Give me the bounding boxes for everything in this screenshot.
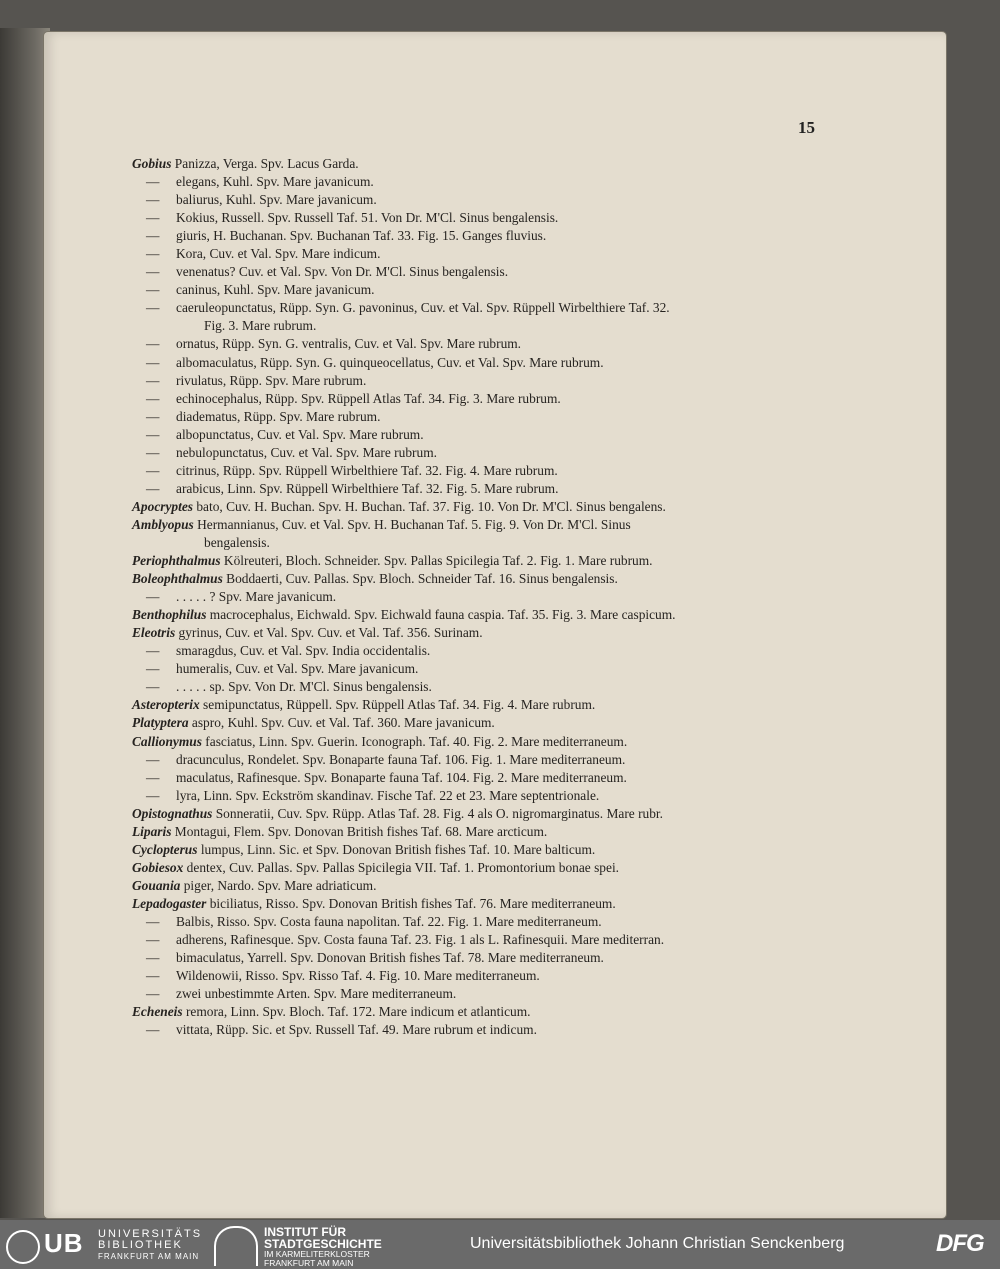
- entry-text: ornatus, Rüpp. Syn. G. ventralis, Cuv. et Val. Spv. Mare rubrum.: [176, 336, 522, 352]
- entry-text: gyrinus, Cuv. et Val. Spv. Cuv. et Val. Taf. 356. Surinam.: [175, 625, 483, 641]
- entry-line: [132, 444, 832, 462]
- entry-text: biciliatus, Risso. Spv. Donovan British fishes Taf. 76. Mare mediterraneum.: [206, 895, 616, 911]
- entry-line: [132, 696, 832, 714]
- entry-text: Balbis, Risso. Spv. Costa fauna napolitan. Taf. 22. Fig. 1. Mare mediterraneum.: [176, 913, 602, 929]
- genus-name: Gouania: [132, 877, 181, 893]
- entry-line: [132, 317, 832, 335]
- entry-text: Hermannianus, Cuv. et Val. Spv. H. Buchanan Taf. 5. Fig. 9. Von Dr. M'Cl. Sinus: [193, 516, 631, 532]
- ditto-dash: —: [146, 986, 160, 1002]
- genus-name: Callionymus: [132, 733, 202, 749]
- genus-name: Asteropterix: [132, 697, 200, 713]
- genus-name: Echeneis: [132, 1004, 183, 1020]
- ditto-dash: —: [146, 264, 160, 280]
- entry-line: [132, 462, 832, 480]
- ditto-dash: —: [146, 932, 160, 948]
- genus-name: Liparis: [132, 823, 172, 839]
- ditto-dash: —: [146, 300, 160, 316]
- entry-line: [132, 263, 832, 281]
- entry-line: [132, 534, 832, 552]
- institute-logo-text: [264, 1226, 382, 1268]
- entry-text: giuris, H. Buchanan. Spv. Buchanan Taf. 33. Fig. 15. Ganges fluvius.: [176, 228, 547, 244]
- ditto-dash: —: [146, 408, 160, 424]
- entry-text: arabicus, Linn. Spv. Rüppell Wirbelthiere Taf. 32. Fig. 5. Mare rubrum.: [176, 480, 559, 496]
- entry-text: Kora, Cuv. et Val. Spv. Mare indicum.: [176, 246, 381, 262]
- entry-line: [132, 299, 832, 317]
- entry-text: bato, Cuv. H. Buchan. Spv. H. Buchan. Taf. 37. Fig. 10. Von Dr. M'Cl. Sinus bengalens.: [193, 498, 666, 514]
- entry-text: Kölreuteri, Bloch. Schneider. Spv. Pallas Spicilegia Taf. 2. Fig. 1. Mare rubrum.: [220, 553, 653, 569]
- ub-line-1: UNIVERSITÄTS: [98, 1228, 203, 1240]
- ub-line-3: FRANKFURT AM MAIN: [98, 1252, 200, 1261]
- ditto-dash: —: [146, 372, 160, 388]
- entry-line: [132, 642, 832, 660]
- entry-line: [132, 895, 832, 913]
- ditto-dash: —: [146, 444, 160, 460]
- entry-line: [132, 859, 832, 877]
- entry-line: [132, 570, 832, 588]
- entry-line: [132, 335, 832, 353]
- genus-name: Eleotris: [132, 625, 176, 641]
- ditto-dash: —: [146, 950, 160, 966]
- entry-line: [132, 985, 832, 1003]
- entry-text: smaragdus, Cuv. et Val. Spv. India occidentalis.: [176, 643, 431, 659]
- entry-text: Kokius, Russell. Spv. Russell Taf. 51. Von Dr. M'Cl. Sinus bengalensis.: [176, 210, 559, 226]
- entry-line: [132, 678, 832, 696]
- entry-text: lyra, Linn. Spv. Eckström skandinav. Fische Taf. 22 et 23. Mare septentrionale.: [176, 787, 600, 803]
- entry-line: [132, 805, 832, 823]
- genus-name: Lepadogaster: [132, 895, 207, 911]
- ditto-dash: —: [146, 354, 160, 370]
- entry-line: [132, 841, 832, 859]
- entry-text: Sonneratii, Cuv. Spv. Rüpp. Atlas Taf. 28. Fig. 4 als O. nigromarginatus. Mare rubr.: [212, 805, 663, 821]
- entry-text: macrocephalus, Eichwald. Spv. Eichwald fauna caspia. Taf. 35. Fig. 3. Mare caspicum.: [206, 607, 676, 623]
- ditto-dash: —: [146, 661, 160, 677]
- ditto-dash: —: [146, 643, 160, 659]
- entry-text: dracunculus, Rondelet. Spv. Bonaparte fauna Taf. 106. Fig. 1. Mare mediterraneum.: [176, 751, 626, 767]
- entry-text: venenatus? Cuv. et Val. Spv. Von Dr. M'Cl. Sinus bengalensis.: [176, 264, 509, 280]
- library-name: Universitätsbibliothek Johann Christian Senckenberg: [470, 1235, 845, 1252]
- entry-text: echinocephalus, Rüpp. Spv. Rüppell Atlas Taf. 34. Fig. 3. Mare rubrum.: [176, 390, 561, 406]
- ditto-dash: —: [146, 480, 160, 496]
- ub-logo-mark: UB: [44, 1228, 84, 1258]
- genus-name: Cyclopterus: [132, 841, 198, 857]
- book-gutter: [0, 28, 50, 1218]
- entry-line: [132, 769, 832, 787]
- entry-text: Panizza, Verga. Spv. Lacus Garda.: [171, 156, 359, 171]
- entry-line: [132, 498, 832, 516]
- dfg-logo: DFG: [936, 1230, 984, 1257]
- entry-text: Fig. 3. Mare rubrum.: [204, 318, 317, 334]
- page-number: 15: [798, 118, 815, 137]
- entry-line: [132, 967, 832, 985]
- entry-text: zwei unbestimmte Arten. Spv. Mare mediterraneum.: [176, 986, 457, 1002]
- entry-text: maculatus, Rafinesque. Spv. Bonaparte fauna Taf. 104. Fig. 2. Mare mediterraneum.: [176, 769, 627, 785]
- entry-text: nebulopunctatus, Cuv. et Val. Spv. Mare rubrum.: [176, 444, 437, 460]
- entry-text: bimaculatus, Yarrell. Spv. Donovan British fishes Taf. 78. Mare mediterraneum.: [176, 950, 604, 966]
- genus-name: Amblyopus: [132, 516, 194, 532]
- entry-line: [132, 877, 832, 895]
- entry-text: remora, Linn. Spv. Bloch. Taf. 172. Mare indicum et atlanticum.: [182, 1004, 531, 1020]
- entry-text: lumpus, Linn. Sic. et Spv. Donovan British fishes Taf. 10. Mare balticum.: [197, 841, 596, 857]
- ditto-dash: —: [146, 751, 160, 767]
- ditto-dash: —: [146, 228, 160, 244]
- entry-line: [132, 155, 832, 173]
- ditto-dash: —: [146, 336, 160, 352]
- ub-seal-icon: [6, 1230, 40, 1264]
- entry-line: [132, 1003, 832, 1021]
- ub-logo-text: [98, 1229, 202, 1262]
- entry-text: dentex, Cuv. Pallas. Spv. Pallas Spicilegia VII. Taf. 1. Promontorium bonae spei.: [183, 859, 620, 875]
- entry-text: vittata, Rüpp. Sic. et Spv. Russell Taf. 49. Mare rubrum et indicum.: [176, 1022, 537, 1038]
- entry-line: [132, 949, 832, 967]
- entry-line: [132, 227, 832, 245]
- genus-name: Periophthalmus: [132, 553, 221, 569]
- entry-text: caninus, Kuhl. Spv. Mare javanicum.: [176, 282, 375, 298]
- entry-text: albomaculatus, Rüpp. Syn. G. quinqueocellatus, Cuv. et Val. Spv. Mare rubrum.: [176, 354, 604, 370]
- ditto-dash: —: [146, 192, 160, 208]
- entry-line: [132, 245, 832, 263]
- ditto-dash: —: [146, 913, 160, 929]
- ditto-dash: —: [146, 390, 160, 406]
- genus-name: Boleophthalmus: [132, 571, 223, 587]
- entry-text: diadematus, Rüpp. Spv. Mare rubrum.: [176, 408, 381, 424]
- entry-text: albopunctatus, Cuv. et Val. Spv. Mare rubrum.: [176, 426, 424, 442]
- entry-text: caeruleopunctatus, Rüpp. Syn. G. pavoninus, Cuv. et Val. Spv. Rüppell Wirbelthiere Taf. 32.: [176, 300, 670, 316]
- ditto-dash: —: [146, 679, 160, 695]
- ditto-dash: —: [146, 426, 160, 442]
- entry-line: [132, 426, 832, 444]
- entry-line: [132, 209, 832, 227]
- genus-name: Benthophilus: [132, 607, 207, 623]
- inst-line-1: INSTITUT FÜR: [264, 1225, 346, 1239]
- entry-line: [132, 191, 832, 209]
- entry-line: [132, 823, 832, 841]
- entry-line: [132, 624, 832, 642]
- institute-arch-icon: [214, 1226, 258, 1266]
- entry-line: [132, 913, 832, 931]
- genus-name: Opistognathus: [132, 805, 213, 821]
- entry-text: piger, Nardo. Spv. Mare adriaticum.: [180, 877, 377, 893]
- entry-text: Montagui, Flem. Spv. Donovan British fishes Taf. 68. Mare arcticum.: [171, 823, 548, 839]
- entry-line: [132, 787, 832, 805]
- species-list: [132, 155, 832, 1039]
- inst-line-2: STADTGESCHICHTE: [264, 1237, 382, 1251]
- entry-text: aspro, Kuhl. Spv. Cuv. et Val. Taf. 360. Mare javanicum.: [188, 715, 495, 731]
- footer-bar: [0, 1220, 1000, 1269]
- ditto-dash: —: [146, 1022, 160, 1038]
- entry-line: [132, 606, 832, 624]
- entry-line: [132, 714, 832, 732]
- genus-name: Gobiesox: [132, 859, 184, 875]
- entry-line: [132, 588, 832, 606]
- entry-line: [132, 372, 832, 390]
- entry-line: [132, 931, 832, 949]
- entry-text: humeralis, Cuv. et Val. Spv. Mare javanicum.: [176, 661, 419, 677]
- entry-text: Boddaerti, Cuv. Pallas. Spv. Bloch. Schneider Taf. 16. Sinus bengalensis.: [222, 571, 618, 587]
- entry-line: [132, 173, 832, 191]
- entry-text: bengalensis.: [204, 534, 270, 550]
- entry-text: rivulatus, Rüpp. Spv. Mare rubrum.: [176, 372, 367, 388]
- entry-line: [132, 660, 832, 678]
- entry-text: baliurus, Kuhl. Spv. Mare javanicum.: [176, 192, 377, 208]
- entry-line: [132, 1021, 832, 1039]
- ditto-dash: —: [146, 462, 160, 478]
- entry-text: citrinus, Rüpp. Spv. Rüppell Wirbelthiere Taf. 32. Fig. 4. Mare rubrum.: [176, 462, 558, 478]
- ditto-dash: —: [146, 210, 160, 226]
- ditto-dash: —: [146, 589, 160, 605]
- entry-line: [132, 408, 832, 426]
- ditto-dash: —: [146, 246, 160, 262]
- inst-line-3: IM KARMELITERKLOSTER: [264, 1249, 370, 1259]
- entry-text: . . . . . sp. Spv. Von Dr. M'Cl. Sinus bengalensis.: [176, 679, 432, 695]
- entry-line: [132, 733, 832, 751]
- inst-line-4: FRANKFURT AM MAIN: [264, 1258, 354, 1268]
- entry-text: . . . . . ? Spv. Mare javanicum.: [176, 589, 337, 605]
- entry-line: [132, 552, 832, 570]
- entry-text: Wildenowii, Risso. Spv. Risso Taf. 4. Fig. 10. Mare mediterraneum.: [176, 968, 540, 984]
- ditto-dash: —: [146, 174, 160, 190]
- ditto-dash: —: [146, 787, 160, 803]
- ub-line-2: BIBLIOTHEK: [98, 1239, 183, 1251]
- entry-text: elegans, Kuhl. Spv. Mare javanicum.: [176, 174, 374, 190]
- entry-text: semipunctatus, Rüppell. Spv. Rüppell Atlas Taf. 34. Fig. 4. Mare rubrum.: [199, 697, 596, 713]
- entry-line: [132, 480, 832, 498]
- entry-line: [132, 281, 832, 299]
- genus-name: Apocryptes: [132, 498, 193, 514]
- ditto-dash: —: [146, 282, 160, 298]
- entry-text: adherens, Rafinesque. Spv. Costa fauna Taf. 23. Fig. 1 als L. Rafinesquii. Mare mediterran.: [176, 932, 665, 948]
- entry-line: [132, 354, 832, 372]
- genus-name: Platyptera: [132, 715, 189, 731]
- ditto-dash: —: [146, 769, 160, 785]
- entry-line: [132, 390, 832, 408]
- entry-text: fasciatus, Linn. Spv. Guerin. Iconograph. Taf. 40. Fig. 2. Mare mediterraneum.: [201, 733, 628, 749]
- ditto-dash: —: [146, 968, 160, 984]
- entry-line: [132, 751, 832, 769]
- genus-name: Gobius: [132, 156, 172, 171]
- entry-line: [132, 516, 832, 534]
